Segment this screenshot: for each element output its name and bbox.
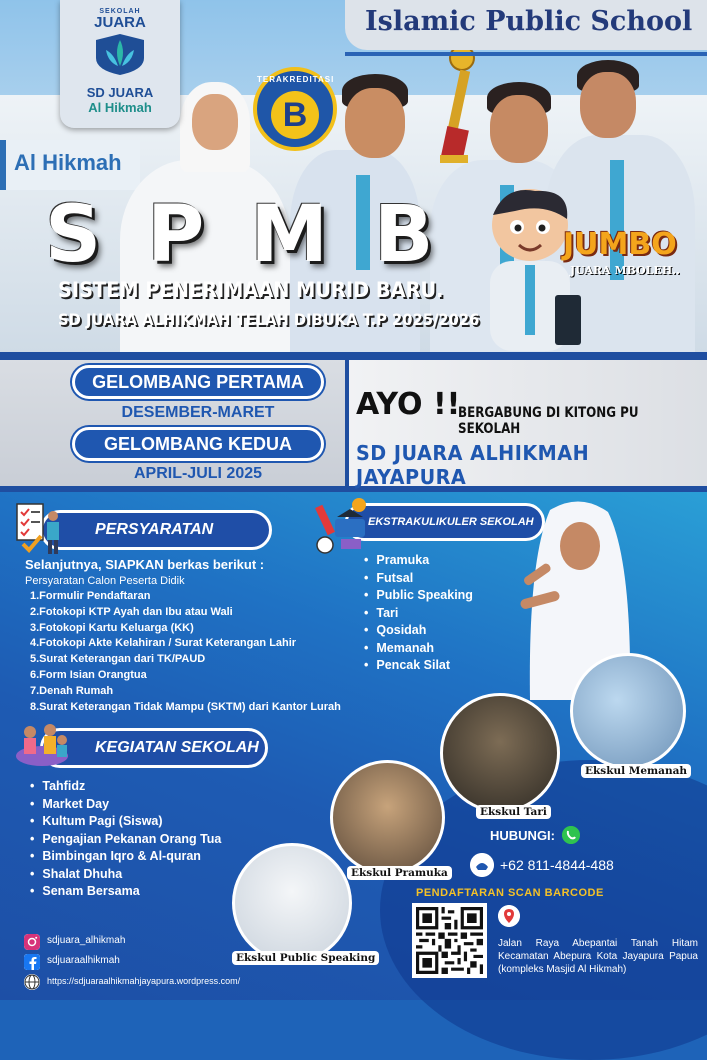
- school-name: SD JUARA ALHIKMAH JAYAPURA: [356, 441, 590, 489]
- requirements-intro: Selanjutnya, SIAPKAN berkas berikut :: [25, 557, 265, 572]
- photo-tari: [440, 693, 560, 813]
- requirements-heading: PERSYARATAN: [40, 510, 272, 550]
- caption-public-speaking: Ekskul Public Speaking: [232, 951, 379, 965]
- scan-barcode-title: PENDAFTARAN SCAN BARCODE: [416, 887, 604, 899]
- ayo-text: AYO !!: [356, 387, 461, 422]
- list-item: 1.Formulir Pendaftaran: [30, 590, 151, 602]
- list-item: • Memanah: [364, 640, 473, 658]
- extracurricular-heading: EKSTRAKULIKULER SEKOLAH: [345, 503, 545, 541]
- student-boy3-face: [580, 72, 636, 138]
- activities-illustration-icon: [12, 718, 72, 768]
- requirements-subtitle: Persyaratan Calon Peserta Didik: [25, 575, 185, 587]
- activities-heading: KEGIATAN SEKOLAH: [40, 728, 268, 768]
- whatsapp-icon: [562, 826, 580, 844]
- qr-code-icon[interactable]: [412, 903, 487, 978]
- instagram-icon: [24, 934, 40, 950]
- list-item: • Pencak Silat: [364, 657, 473, 675]
- wave2-period: APRIL-JULI 2025: [133, 465, 263, 482]
- list-item: • Public Speaking: [364, 587, 473, 605]
- list-item: 8.Surat Keterangan Tidak Mampu (SKTM) dari Kantor Lurah: [30, 700, 341, 713]
- list-item: • Pengajian Pekanan Orang Tua: [30, 831, 221, 849]
- activities-list: [30, 778, 221, 901]
- map-pin-icon: [498, 905, 520, 927]
- caption-memanah: Ekskul Memanah: [581, 764, 691, 778]
- contact-label: HUBUNGI:: [490, 828, 555, 843]
- list-item: • Kultum Pagi (Siswa): [30, 813, 221, 831]
- list-item: • Tari: [364, 605, 473, 623]
- wave1-period: DESEMBER-MARET: [121, 404, 275, 421]
- hero-banner: [0, 0, 707, 352]
- school-logo: [60, 0, 180, 128]
- phone-icon: [470, 853, 494, 877]
- tie: [610, 160, 624, 280]
- list-item: • Tahfidz: [30, 778, 221, 796]
- jumbo-mascot: [475, 185, 585, 352]
- wave2-label: GELOMBANG KEDUA: [72, 427, 324, 461]
- mascot-tagline: JUARA MBOLEH..: [570, 264, 680, 277]
- photo-memanah: [570, 653, 686, 769]
- headline-spmb: SPMB: [45, 190, 480, 280]
- instagram-handle[interactable]: sdjuara_alhikmah: [47, 935, 126, 946]
- list-item: 4.Fotokopi Akte Kelahiran / Surat Keterangan Lahir: [30, 637, 297, 650]
- list-item: • Shalat Dhuha: [30, 866, 221, 884]
- list-item: • Market Day: [30, 796, 221, 814]
- list-item: 7.Denah Rumah: [30, 684, 114, 697]
- facebook-handle[interactable]: sdjuaraalhikmah: [47, 955, 120, 966]
- list-item: • Pramuka: [364, 552, 473, 570]
- logo-big-text: JUARA: [94, 14, 146, 31]
- join-text: BERGABUNG DI KITONG PU SEKOLAH: [458, 405, 639, 437]
- list-item: 3.Fotokopi Kartu Keluarga (KK): [30, 621, 194, 634]
- accreditation-label: TERAKREDITASI: [257, 75, 335, 84]
- trophy-icon: [432, 40, 482, 170]
- extracurricular-illustration-icon: [315, 497, 370, 555]
- caption-tari: Ekskul Tari: [476, 805, 551, 819]
- mascot-name: JUMBO: [563, 227, 677, 262]
- phone-number[interactable]: +62 811-4844-488: [500, 857, 614, 873]
- photo-public-speaking: [232, 843, 352, 963]
- band-divider: [0, 352, 707, 360]
- list-item: • Futsal: [364, 570, 473, 588]
- accreditation-badge: [253, 67, 337, 151]
- list-item: 6.Form Isian Orangtua: [30, 668, 147, 681]
- wave1-label: GELOMBANG PERTAMA: [72, 365, 324, 399]
- school-type-underline: [345, 52, 707, 56]
- caption-pramuka: Ekskul Pramuka: [347, 866, 452, 880]
- headline-subtitle-2: SD JUARA ALHIKMAH TELAH DIBUKA T.P 2025/2026: [58, 310, 480, 329]
- list-item: 2.Fotokopi KTP Ayah dan Ibu atau Wali: [30, 605, 233, 618]
- facebook-icon: [24, 954, 40, 970]
- student-boy2-face: [490, 95, 548, 163]
- student-girl-face: [192, 94, 238, 150]
- building-sign: Al Hikmah: [0, 140, 140, 190]
- headline-subtitle: SISTEM PENERIMAAN MURID BARU.: [58, 278, 444, 302]
- logo-emblem-icon: [92, 32, 148, 76]
- list-item: • Qosidah: [364, 622, 473, 640]
- photo-pramuka: [330, 760, 445, 875]
- globe-icon: [24, 974, 40, 990]
- school-address: Jalan Raya Abepantai Tanah Hitam Kecamatan Abepura Kota Jayapura Papua (kompleks Masjid Al Hikmah): [498, 938, 698, 975]
- extracurricular-list: [364, 552, 473, 675]
- logo-small-text: SEKOLAH: [99, 8, 141, 15]
- requirements-list: [30, 589, 341, 715]
- list-item: 5.Surat Keterangan dari TK/PAUD: [30, 653, 206, 666]
- website-link[interactable]: https://sdjuaraalhikmahjayapura.wordpress.com/: [47, 976, 241, 986]
- logo-name1: SD JUARA: [86, 85, 154, 100]
- list-item: • Senam Bersama: [30, 883, 221, 901]
- checklist-icon: [15, 500, 65, 555]
- logo-name2: Al Hikmah: [88, 100, 152, 115]
- student-boy1-face: [345, 88, 405, 158]
- school-type: Islamic Public School: [345, 0, 707, 50]
- accreditation-grade: B: [271, 91, 319, 139]
- list-item: • Bimbingan Iqro & Al-quran: [30, 848, 221, 866]
